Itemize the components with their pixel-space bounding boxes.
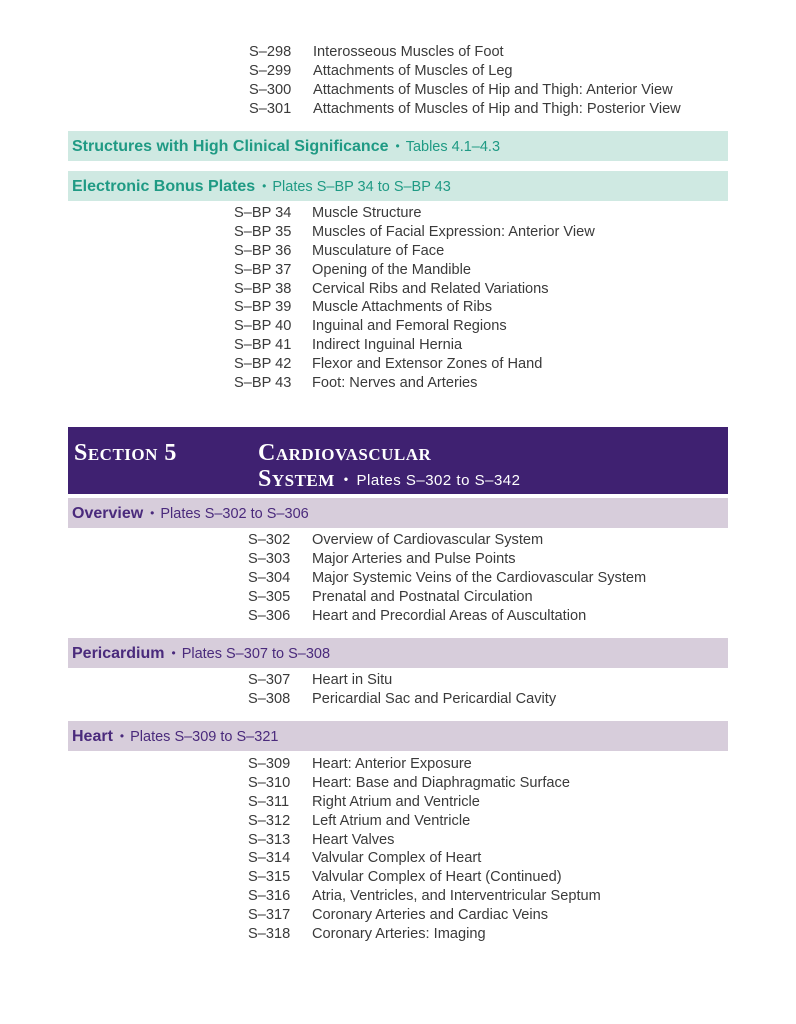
plate-title: Heart in Situ <box>312 672 393 688</box>
bar-subtitle: Plates S–BP 34 to S–BP 43 <box>272 179 451 195</box>
plate-number: S–BP 43 <box>234 375 292 392</box>
plate-number: S–317 <box>248 907 291 924</box>
plate-title: Coronary Arteries and Cardiac Veins <box>312 907 549 924</box>
plate-title: Attachments of Muscles of Leg <box>313 62 513 79</box>
plate-title: Major Systemic Veins of the Cardiovascular System <box>312 569 647 586</box>
plate-title: Heart: Base and Diaphragmatic Surface <box>312 774 570 791</box>
plate-number: S–BP 35 <box>234 223 292 240</box>
bullet-separator: • <box>262 179 267 193</box>
plate-title: Heart Valves <box>312 831 395 848</box>
plate-number: S–302 <box>248 532 291 548</box>
plate-title: Foot: Nerves and Arteries <box>312 375 478 392</box>
plate-number: S–BP 41 <box>234 337 292 354</box>
plate-number: S–312 <box>248 812 291 829</box>
plate-title: Indirect Inguinal Hernia <box>312 337 463 354</box>
bar-overview <box>68 498 728 528</box>
plate-number: S–314 <box>248 850 291 867</box>
plate-title: Musculature of Face <box>312 242 445 259</box>
plate-number: S–308 <box>248 690 291 707</box>
plate-number: S–BP 39 <box>234 299 292 316</box>
plate-number: S–300 <box>249 81 292 98</box>
section-label <box>74 440 177 467</box>
plate-number: S–301 <box>249 100 292 117</box>
plate-number: S–303 <box>248 550 291 567</box>
section-label-text: Section 5 <box>74 440 177 466</box>
plate-number: S–305 <box>248 588 291 605</box>
bar-subtitle: Tables 4.1–4.3 <box>405 139 501 155</box>
plate-title: Overview of Cardiovascular System <box>312 532 544 548</box>
bar-heading: Structures with High Clinical Significance <box>72 138 389 155</box>
bullet-separator: • <box>395 139 400 153</box>
plate-number: S–318 <box>248 926 291 943</box>
bar-heading: Heart <box>72 728 113 745</box>
plate-number: S–BP 36 <box>234 242 292 259</box>
bar-heart <box>68 721 728 751</box>
plate-number: S–BP 37 <box>234 261 292 278</box>
bar-heading: Electronic Bonus Plates <box>72 178 256 195</box>
plate-title: Major Arteries and Pulse Points <box>312 550 516 567</box>
plate-number: S–304 <box>248 569 291 586</box>
plate-title: Pericardial Sac and Pericardial Cavity <box>312 690 557 707</box>
plate-title: Valvular Complex of Heart (Continued) <box>312 869 562 886</box>
section-title-line2-text: System <box>258 466 335 492</box>
plate-title: Heart: Anterior Exposure <box>312 756 472 772</box>
bullet-separator: • <box>343 472 349 486</box>
bar-heading: Pericardium <box>72 645 165 662</box>
bar-subtitle: Plates S–302 to S–306 <box>160 506 309 522</box>
bar-subtitle: Plates S–309 to S–321 <box>130 729 279 745</box>
plate-title: Muscle Structure <box>312 205 422 221</box>
plate-number: S–311 <box>248 793 290 810</box>
plate-title: Muscles of Facial Expression: Anterior View <box>312 223 595 240</box>
section-plates-range: Plates S–302 to S–342 <box>356 472 521 489</box>
plate-title: Attachments of Muscles of Hip and Thigh: Anterior View <box>313 81 673 98</box>
bullet-separator: • <box>119 729 125 743</box>
section-title-line1 <box>258 440 431 467</box>
plate-number: S–BP 42 <box>234 356 292 373</box>
plate-number: S–307 <box>248 672 291 688</box>
bullet-separator: • <box>171 646 176 660</box>
bar-heading: Overview <box>72 505 144 522</box>
plate-title: Right Atrium and Ventricle <box>312 793 480 810</box>
bar-clinical-significance <box>68 131 728 161</box>
plate-number: S–313 <box>248 831 291 848</box>
plate-title: Muscle Attachments of Ribs <box>312 299 493 316</box>
plate-title: Attachments of Muscles of Hip and Thigh: Posterior View <box>313 100 681 117</box>
bar-subtitle: Plates S–307 to S–308 <box>181 646 331 662</box>
plate-number: S–306 <box>248 607 291 624</box>
plate-number: S–BP 38 <box>234 280 292 297</box>
plate-title: Prenatal and Postnatal Circulation <box>312 588 533 605</box>
bullet-separator: • <box>150 506 155 520</box>
section-title-line2 <box>258 466 520 493</box>
plate-title: Atria, Ventricles, and Interventricular Septum <box>312 888 601 905</box>
plate-title: Inguinal and Femoral Regions <box>312 318 507 335</box>
plate-title: Coronary Arteries: Imaging <box>312 926 486 943</box>
plate-number: S–315 <box>248 869 291 886</box>
plate-title: Heart and Precordial Areas of Auscultation <box>312 607 587 624</box>
plate-number: S–316 <box>248 888 291 905</box>
plate-title: Opening of the Mandible <box>312 261 472 278</box>
plate-number: S–309 <box>248 756 291 772</box>
plate-title: Flexor and Extensor Zones of Hand <box>312 356 543 373</box>
plate-number: S–BP 40 <box>234 318 292 335</box>
bar-electronic-bonus-plates <box>68 171 728 201</box>
plate-title: Left Atrium and Ventricle <box>312 812 471 829</box>
plate-title: Valvular Complex of Heart <box>312 850 482 867</box>
bar-pericardium <box>68 638 728 668</box>
plate-number: S–BP 34 <box>234 205 292 221</box>
plate-number: S–299 <box>249 62 292 79</box>
section-5-header <box>68 427 728 494</box>
plate-title: Interosseous Muscles of Foot <box>313 44 504 60</box>
plate-number: S–310 <box>248 774 291 791</box>
section-title-line1-text: Cardiovascular <box>258 440 432 466</box>
plate-number: S–298 <box>249 44 292 60</box>
plate-title: Cervical Ribs and Related Variations <box>312 280 549 297</box>
